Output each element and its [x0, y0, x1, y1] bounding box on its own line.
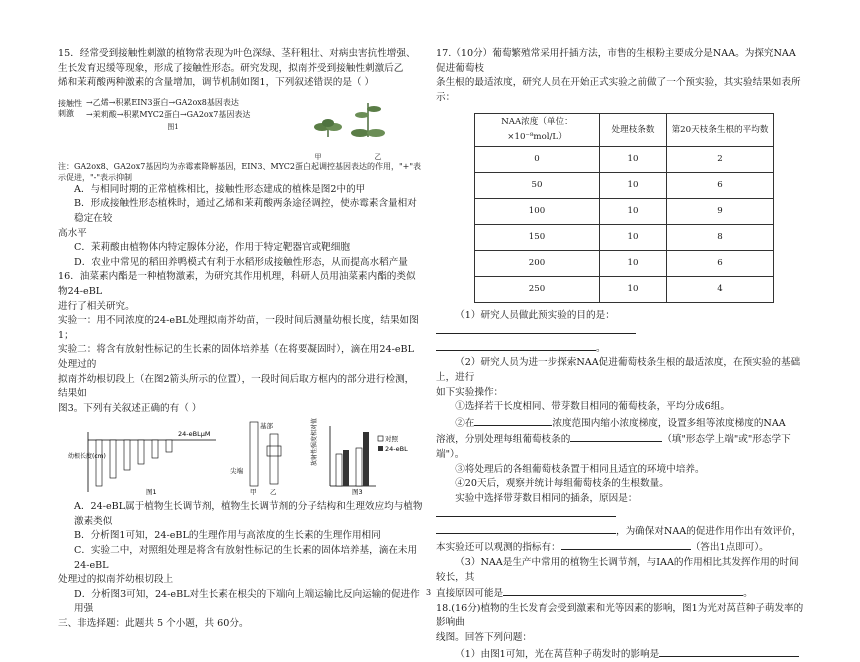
- q18-part1-text: （1）由图1可知，光在莴苣种子萌发时的影响是: [455, 648, 660, 660]
- g1-ylabel: 幼根长度(cm): [68, 453, 106, 461]
- table-cell: 10: [600, 224, 667, 250]
- table-cell: 200: [475, 250, 600, 276]
- q16-option-d: D．分析图3可知，24-eBL对生长素在根尖的下端向上端运输比反向运输的促进作用强: [74, 588, 420, 615]
- table-cell: 10: [600, 250, 667, 276]
- fig2-label-yi: 乙: [374, 153, 382, 162]
- answer-blank[interactable]: [436, 340, 596, 351]
- answer-blank[interactable]: [474, 415, 552, 426]
- step2-text-c: 溶液，分别处理每组葡萄枝条的: [436, 434, 571, 446]
- q17-part1-line: 。: [436, 340, 804, 357]
- q16-stem-2: 进行了相关研究。: [58, 300, 135, 312]
- q17-q2-cont: [436, 523, 804, 540]
- step2-text-a: ②在: [455, 417, 475, 429]
- q2-text-b: ，为确保对NAA的促进作用作出有效评价，: [616, 525, 802, 537]
- q15-figures: [58, 97, 423, 162]
- q2-text: 实验中选择带芽数目相同的插条，原因是：: [455, 492, 638, 504]
- answer-blank[interactable]: [659, 646, 799, 657]
- part3-text: 直接原因可能是: [436, 588, 504, 600]
- table-row: [475, 198, 774, 224]
- q17-stem-1: 17.（10分）葡萄繁殖常采用扦插方法，市售的生根粉主要成分是NAA。为探究NAA促进葡萄枝: [436, 48, 796, 74]
- g3-legend-ebl: 24-eBL: [385, 445, 408, 454]
- answer-blank[interactable]: [561, 539, 691, 550]
- q15-stem-1: 15．经常受到接触性刺激的植物常表现为叶色深绿、茎秆粗壮、对病虫害抗性增强、: [58, 48, 416, 59]
- table-row: [475, 172, 774, 198]
- q17-part3b: 直接原因可能是 。: [436, 585, 804, 602]
- q16-figures: [66, 418, 423, 496]
- table-cell: 10: [600, 276, 667, 302]
- q17-part1: [436, 309, 804, 340]
- q17-step1: ①选择若干长度相同、带芽数目相同的葡萄枝条，平均分成6组。: [455, 401, 730, 413]
- table-cell: 10: [600, 172, 667, 198]
- table-cell: 250: [475, 276, 600, 302]
- answer-blank[interactable]: [436, 323, 636, 334]
- table-cell: 100: [475, 198, 600, 224]
- g2-jia: 甲: [250, 488, 257, 497]
- q15-option-d: D．农业中常见的稻田养鸭模式有利于水稻形成接触性形态，从而提高水稻产量: [74, 256, 408, 268]
- q16-exp-2a: 实验二：将含有放射性标记的生长素的固体培养基（在将要凝固时），滴在用24-eBL处理过的: [58, 344, 414, 370]
- answer-blank[interactable]: [503, 585, 743, 596]
- answer-blank[interactable]: [436, 523, 616, 534]
- table-cell: 150: [475, 224, 600, 250]
- table-header-count: 处理枝条数: [600, 114, 667, 146]
- fig1-caption: 图1: [167, 122, 179, 131]
- q17-results-table: [474, 113, 774, 302]
- table-cell: 2: [667, 146, 774, 172]
- g2-tip: 尖端: [230, 467, 243, 476]
- q17-stem-2: 条生根的最适浓度，研究人员在开始正式实验之前做了一个预实验，其实验结果如表所示：: [436, 77, 801, 103]
- q15-option-a: A．与相同时期的正常植株相比，接触性形态建成的植株是图2中的甲: [74, 183, 366, 195]
- q15-stem-2: 生长发育迟缓等现象，形成了接触性形态。研究发现，拟南芥受到接触性刺激后乙: [58, 62, 404, 74]
- q2-text-c: 本实验还可以观测的指标有：: [436, 542, 561, 554]
- q16-graph1: [66, 418, 226, 496]
- table-row: [475, 276, 774, 302]
- q17-part2a: （2）研究人员为进一步探索NAA促进葡萄枝条生根的最适浓度，在预实验的基础上，进行: [436, 357, 801, 383]
- q15-option-b: B．形成接触性形态植株时，通过乙烯和茉莉酸两条途径调控，使赤霉素含量相对稳定在较: [74, 198, 417, 224]
- table-cell: 10: [600, 146, 667, 172]
- q16-option-a: A．24-eBL属于植物生长调节剂，植物生长调节剂的分子结构和生理效应均与植物激素类似: [74, 501, 423, 527]
- q17-part1-text: （1）研究人员做此预实验的目的是：: [455, 309, 615, 321]
- q15-fig1-flowchart: [58, 97, 288, 133]
- q16-stem-1: 16．油菜素内酯是一种植物激素，为研究其作用机理，科研人员用油菜素内酯的类似物24-eBL: [58, 271, 416, 297]
- g3-caption: 图3: [352, 488, 363, 497]
- q16-option-c-cont: 处理过的拟南芥幼根切段上: [58, 574, 174, 586]
- q17-step2-cont: [436, 431, 804, 462]
- g1-xlabel: 24-eBLμM: [178, 430, 211, 439]
- g2-base: 基部: [260, 422, 273, 431]
- fig1-pathway-ethylene: →乙烯→积累EIN3蛋白→GA2ox8基因表达: [86, 97, 239, 107]
- right-column: [436, 0, 804, 662]
- g2-yi: 乙: [270, 488, 277, 497]
- q17-step3: ③将处理后的各组葡萄枝条置于相同且适宜的环境中培养。: [455, 463, 705, 475]
- table-header-roots: 第20天枝条生根的平均数: [667, 114, 774, 146]
- table-cell: 50: [475, 172, 600, 198]
- q18-stem-1: 18.(16分)植物的生长发育会受到激素和光等因素的影响，图1为光对莴苣种子萌发率的影响曲: [436, 602, 804, 629]
- q17-q2-indicator: [436, 539, 804, 556]
- g3-ylabel: 放射性强度相对值: [311, 418, 318, 467]
- fig2-label-jia: 甲: [314, 153, 322, 162]
- q17-part3a: （3）NAA是生产中常用的植物生长调节剂，与IAA的作用相比其发挥作用的时间较长，其: [436, 557, 799, 583]
- table-row: [475, 224, 774, 250]
- q16-exp-2c: 图3。下列有关叙述正确的有（ ）: [58, 402, 202, 414]
- section-3-heading: 三、非选择题：此题共 5 个小题，共 60分。: [58, 618, 249, 630]
- q16-option-b: B．分析图1可知，24-eBL的生理作用与高浓度的生长素的生理作用相同: [74, 530, 381, 542]
- table-row: [475, 146, 774, 172]
- answer-blank[interactable]: [570, 431, 662, 442]
- q15-option-b-cont: 高水平: [58, 227, 87, 239]
- q16-graph3: [302, 418, 412, 496]
- fig1-stimulus-label: 接触性刺激: [58, 98, 82, 118]
- q16-option-c: C．实验二中，对照组处理是将含有放射性标记的生长素的固体培养基，滴在未用24-eBL: [74, 545, 418, 571]
- table-cell: 9: [667, 198, 774, 224]
- answer-blank[interactable]: [436, 506, 616, 517]
- q16-exp-2b: 拟南芥幼根切段上（在图2箭头所示的位置），一段时间后取方框内的部分进行检测，结果如: [58, 373, 415, 400]
- table-cell: 10: [600, 198, 667, 224]
- q15-stem-3: 烯和茉莉酸两种激素的含量增加，调节机制如图1，下列叙述错误的是（ ）: [58, 77, 375, 89]
- q17-step2: [436, 415, 804, 432]
- page-number: 3: [426, 588, 432, 597]
- table-row: [475, 250, 774, 276]
- plant-illustration: [288, 97, 408, 145]
- step2-text-d: （填"形态学上端"或"形态学下端"）。: [436, 434, 791, 460]
- q18-stem-2: 线图。回答下列问题：: [436, 632, 532, 644]
- q15-note: 注：GA2ox8、GA2ox7基因均为赤霉素降解基因，EIN3、MYC2蛋白起调控基因表达的作用，"+"表示促进，"-"表示抑制: [58, 161, 422, 182]
- table-cell: 8: [667, 224, 774, 250]
- q15-option-c: C．茉莉酸由植物体内特定腺体分泌，作用于特定靶器官或靶细胞: [74, 242, 350, 254]
- q16-graph2: [230, 418, 298, 496]
- table-cell: 6: [667, 172, 774, 198]
- q17-part2b: 如下实验操作：: [436, 386, 504, 398]
- q2-text-d: （答出1点即可）。: [690, 542, 769, 554]
- table-cell: 6: [667, 250, 774, 276]
- table-cell: 0: [475, 146, 600, 172]
- q17-q2: [436, 492, 804, 523]
- fig1-pathway-jasmonate: →茉莉酸→积累MYC2蛋白→GA2ox7基因表达: [86, 109, 251, 119]
- step2-text-b: 浓度范围内缩小浓度梯度，设置多组等浓度梯度的NAA: [552, 417, 786, 429]
- left-column: [58, 0, 423, 632]
- q18-part1: [436, 646, 804, 662]
- table-header-concentration: NAA浓度（单位：×10⁻⁸mol/L）: [475, 114, 600, 146]
- table-cell: 4: [667, 276, 774, 302]
- g3-legend-control: 对照: [385, 435, 398, 444]
- q15-fig2-plants: [288, 97, 408, 162]
- q17-step4: ④20天后，观察并统计每组葡萄枝条的生根数量。: [455, 478, 669, 490]
- q16-exp-1: 实验一：用不同浓度的24-eBL处理拟南芥幼苗，一段时间后测量幼根长度，结果如图1；: [58, 315, 419, 341]
- g1-caption: 图1: [146, 488, 157, 497]
